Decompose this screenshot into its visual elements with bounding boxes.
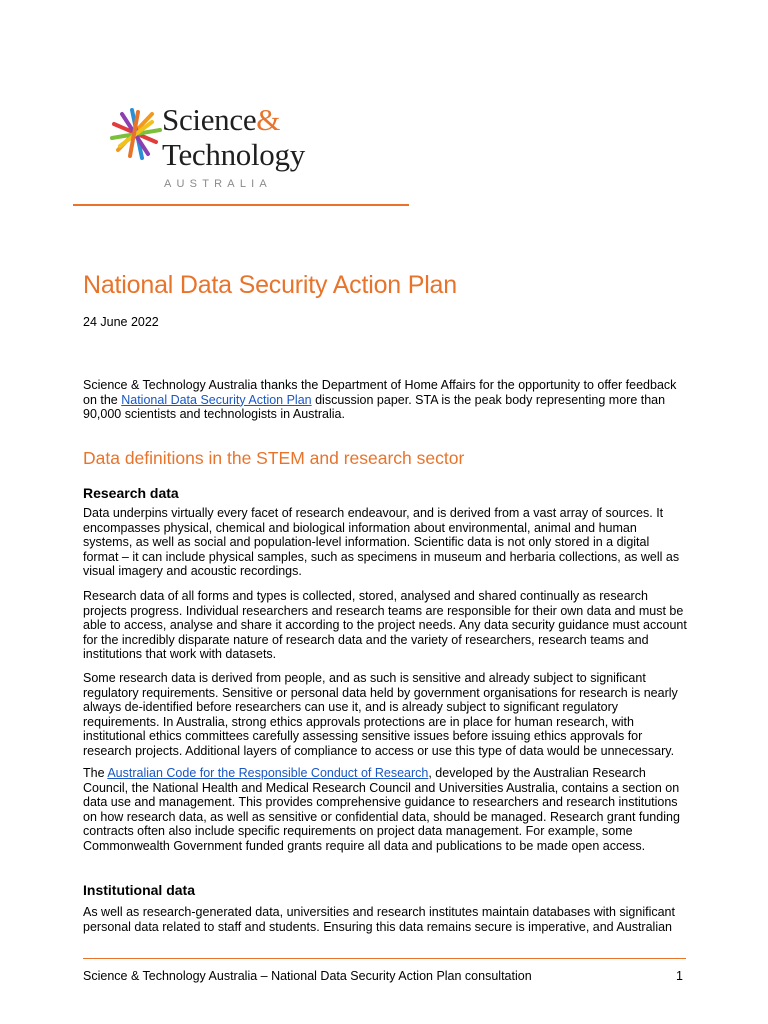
research-data-paragraph-2: Research data of all forms and types is collected, stored, analysed and shared continually as research projects progress. Individual researchers and research teams are responsible for their own data and must be able to access, analyse and share it according to the project needs. Any data security guidance must account for the incredibly disparate nature of research data and the variety of researchers, research teams and institutions that work with datasets. <box>83 589 687 661</box>
logo-text-science: Science& <box>162 102 281 137</box>
action-plan-link[interactable]: National Data Security Action Plan <box>121 392 312 407</box>
footer-text: Science & Technology Australia – National Data Security Action Plan consultation <box>83 969 532 983</box>
research-code-link[interactable]: Australian Code for the Responsible Conduct of Research <box>107 766 429 780</box>
document-title: National Data Security Action Plan <box>83 271 457 299</box>
institutional-data-heading: Institutional data <box>83 882 195 898</box>
research-data-paragraph-4: The Australian Code for the Responsible Conduct of Research, developed by the Australian Research Council, the National Health and Medical Research Council and Universities Australia, contains a section on data use and management. This provides comprehensive guidance to researchers and research institutions on how research data, as well as sensitive or confidential data, should be managed. Research grant funding contracts often also include specific requirements on project data management. For example, some Commonwealth Government funded grants require all data and publications to be made open access. <box>83 766 680 853</box>
page-number: 1 <box>676 969 683 983</box>
logo-text-australia: AUSTRALIA <box>164 178 272 190</box>
institutional-data-paragraph-1: As well as research-generated data, universities and research institutes maintain databases with significant personal data related to staff and students. Ensuring this data remains secure is imperative, and Australian <box>83 905 675 934</box>
logo-text-technology: Technology <box>162 137 305 172</box>
intro-paragraph: Science & Technology Australia thanks the Department of Home Affairs for the opportunity to offer feedback on the National Data Security Action Plan discussion paper. STA is the peak body representing more than 90,000 scientists and technologists in Australia. <box>83 378 677 421</box>
section-heading: Data definitions in the STEM and research sector <box>83 448 465 468</box>
research-data-heading: Research data <box>83 485 179 501</box>
footer-divider <box>83 958 686 959</box>
research-data-paragraph-1: Data underpins virtually every facet of research endeavour, and is derived from a vast array of sources. It encompasses physical, chemical and biological information about environmental, animal and human systems, as well as social and population-level information. Scientific data is not only stored in a digital format – it can include physical samples, such as specimens in museum and herbaria collections, as well as visual imagery and acoustic recordings. <box>83 506 680 578</box>
header-divider <box>73 204 409 206</box>
starburst-logo-icon <box>108 106 164 162</box>
sta-logo <box>108 100 358 200</box>
research-data-paragraph-3: Some research data is derived from people, and as such is sensitive and already subject to significant regulatory requirements. Sensitive or personal data held by government organisations for research is nearly always de-identified before researchers can use it, and is already subject to significant regulatory requirements. In Australia, strong ethics approvals protections are in place for human research, with institutional ethics committees carefully assessing sensitive issues before issuing ethics approvals for research projects. Additional layers of compliance to access or use this type of data would be unnecessary. <box>83 671 678 758</box>
document-date: 24 June 2022 <box>83 315 159 329</box>
